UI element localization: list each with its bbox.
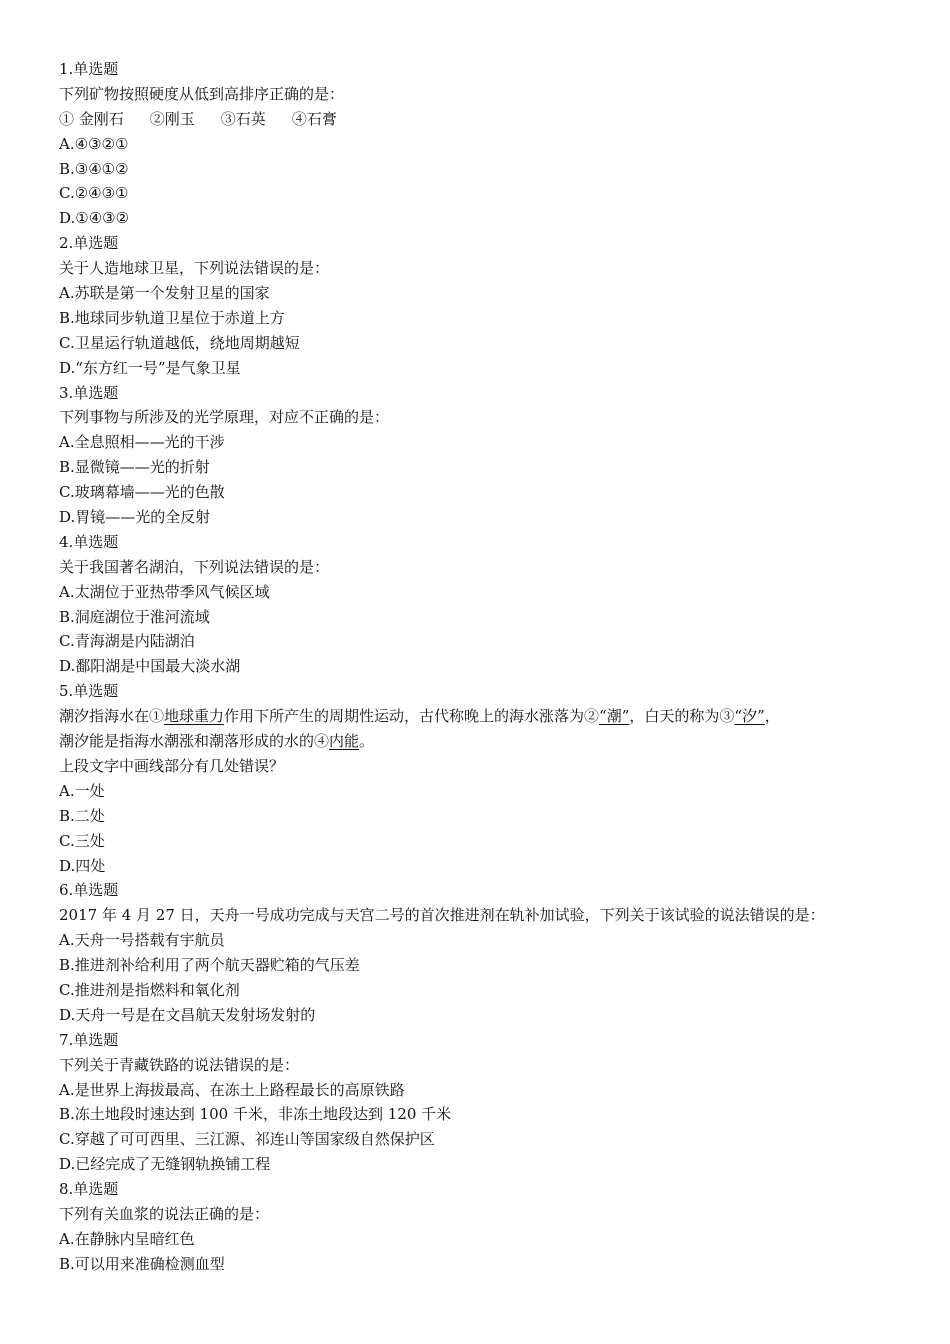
question-6-option-b[interactable]: B.推进剂补给利用了两个航天器贮箱的气压差 — [59, 956, 360, 975]
question-6-option-c[interactable]: C.推进剂是指燃料和氧化剂 — [59, 980, 240, 999]
question-3-option-c[interactable]: C.玻璃幕墙——光的色散 — [59, 483, 225, 502]
question-1-item-2: ②刚玉 — [149, 109, 195, 128]
question-1-header: 1.单选题 — [59, 60, 119, 78]
question-8-header: 8.单选题 — [59, 1180, 119, 1199]
underlined-phrase-4: 内能 — [329, 732, 360, 751]
question-5-passage-line-2 — [59, 729, 899, 754]
question-7-option-d[interactable]: D.已经完成了无缝钢轨换铺工程 — [59, 1155, 271, 1174]
question-6-stem: 2017 年 4 月 27 日，天舟一号成功完成与天宫二号的首次推进剂在轨补加试验，下列关于该试验的说法错误的是： — [59, 906, 825, 925]
underlined-phrase-1: 地球重力 — [164, 707, 225, 726]
question-4-option-d[interactable]: D.鄱阳湖是中国最大淡水湖 — [59, 657, 241, 676]
question-3-stem: 下列事物与所涉及的光学原理，对应不正确的是： — [59, 408, 390, 427]
question-1-items — [59, 107, 899, 132]
question-3-option-d[interactable]: D.胃镜——光的全反射 — [59, 508, 211, 527]
question-1-option-d[interactable]: D.①④③② — [59, 209, 130, 228]
question-5-option-b[interactable]: B.二处 — [59, 806, 105, 825]
question-1-stem: 下列矿物按照硬度从低到高排序正确的是： — [59, 84, 345, 103]
question-3-option-b[interactable]: B.显微镜——光的折射 — [59, 458, 210, 477]
question-4-header: 4.单选题 — [59, 532, 119, 551]
question-3-option-a[interactable]: A.全息照相——光的干涉 — [59, 433, 225, 452]
question-4-option-b[interactable]: B.洞庭湖位于淮河流域 — [59, 607, 210, 626]
question-4-option-a[interactable]: A.太湖位于亚热带季风气候区域 — [59, 582, 270, 601]
question-3-header: 3.单选题 — [59, 383, 119, 402]
question-2-option-c[interactable]: C.卫星运行轨道越低，绕地周期越短 — [59, 333, 300, 352]
passage-text: 。 — [359, 732, 375, 751]
question-7-option-a[interactable]: A.是世界上海拔最高、在冻土上路程最长的高原铁路 — [59, 1080, 405, 1099]
question-5-option-a[interactable]: A.一处 — [59, 781, 105, 800]
question-2-header: 2.单选题 — [59, 234, 119, 253]
underlined-phrase-3: “汐” — [734, 707, 765, 726]
question-6-option-a[interactable]: A.天舟一号搭载有宇航员 — [59, 931, 225, 950]
question-1-option-b[interactable]: B.③④①② — [59, 159, 129, 178]
question-1-option-a[interactable]: A.④③②① — [59, 134, 129, 153]
question-2-option-b[interactable]: B.地球同步轨道卫星位于赤道上方 — [59, 308, 285, 327]
question-4-stem: 关于我国著名湖泊，下列说法错误的是： — [59, 557, 330, 576]
question-1-item-4: ④石膏 — [291, 109, 337, 128]
question-5-header: 5.单选题 — [59, 682, 119, 701]
question-7-option-c[interactable]: C.穿越了可可西里、三江源、祁连山等国家级自然保护区 — [59, 1130, 435, 1149]
question-2-stem: 关于人造地球卫星，下列说法错误的是： — [59, 259, 330, 278]
question-7-option-b[interactable]: B.冻土地段时速达到 100 千米，非冻土地段达到 120 千米 — [59, 1105, 452, 1124]
question-5-stem: 上段文字中画线部分有几处错误？ — [59, 756, 285, 775]
question-6-option-d[interactable]: D.天舟一号是在文昌航天发射场发射的 — [59, 1005, 316, 1024]
question-6-header: 6.单选题 — [59, 881, 119, 900]
question-5-option-d[interactable]: D.四处 — [59, 856, 106, 875]
question-7-stem: 下列关于青藏铁路的说法错误的是： — [59, 1055, 300, 1074]
question-8-stem: 下列有关血浆的说法正确的是： — [59, 1204, 270, 1223]
question-1-item-1: ① 金刚石 — [59, 109, 124, 128]
question-5-option-c[interactable]: C.三处 — [59, 831, 105, 850]
question-2-option-a[interactable]: A.苏联是第一个发射卫星的国家 — [59, 284, 270, 303]
question-8-option-a[interactable]: A.在静脉内呈暗红色 — [59, 1229, 195, 1248]
underlined-phrase-2: “潮” — [599, 707, 630, 726]
passage-text: 潮汐能是指海水潮涨和潮落形成的水的④ — [59, 732, 330, 751]
question-1-item-3: ③石英 — [220, 109, 266, 128]
question-4-option-c[interactable]: C.青海湖是内陆湖泊 — [59, 632, 195, 651]
passage-text: ，白天的称为③ — [629, 707, 735, 726]
question-document — [59, 57, 899, 1277]
passage-text: ， — [764, 707, 780, 726]
question-2-option-d[interactable]: D.“东方红一号”是气象卫星 — [59, 358, 241, 377]
question-8-option-b[interactable]: B.可以用来准确检测血型 — [59, 1254, 225, 1273]
question-1-option-c[interactable]: C.②④③① — [59, 184, 129, 203]
question-7-header: 7.单选题 — [59, 1030, 119, 1049]
passage-text: 潮汐指海水在① — [59, 707, 165, 726]
question-5-passage-line-1 — [59, 704, 899, 729]
passage-text: 作用下所产生的周期性运动，古代称晚上的海水涨落为② — [224, 707, 600, 726]
